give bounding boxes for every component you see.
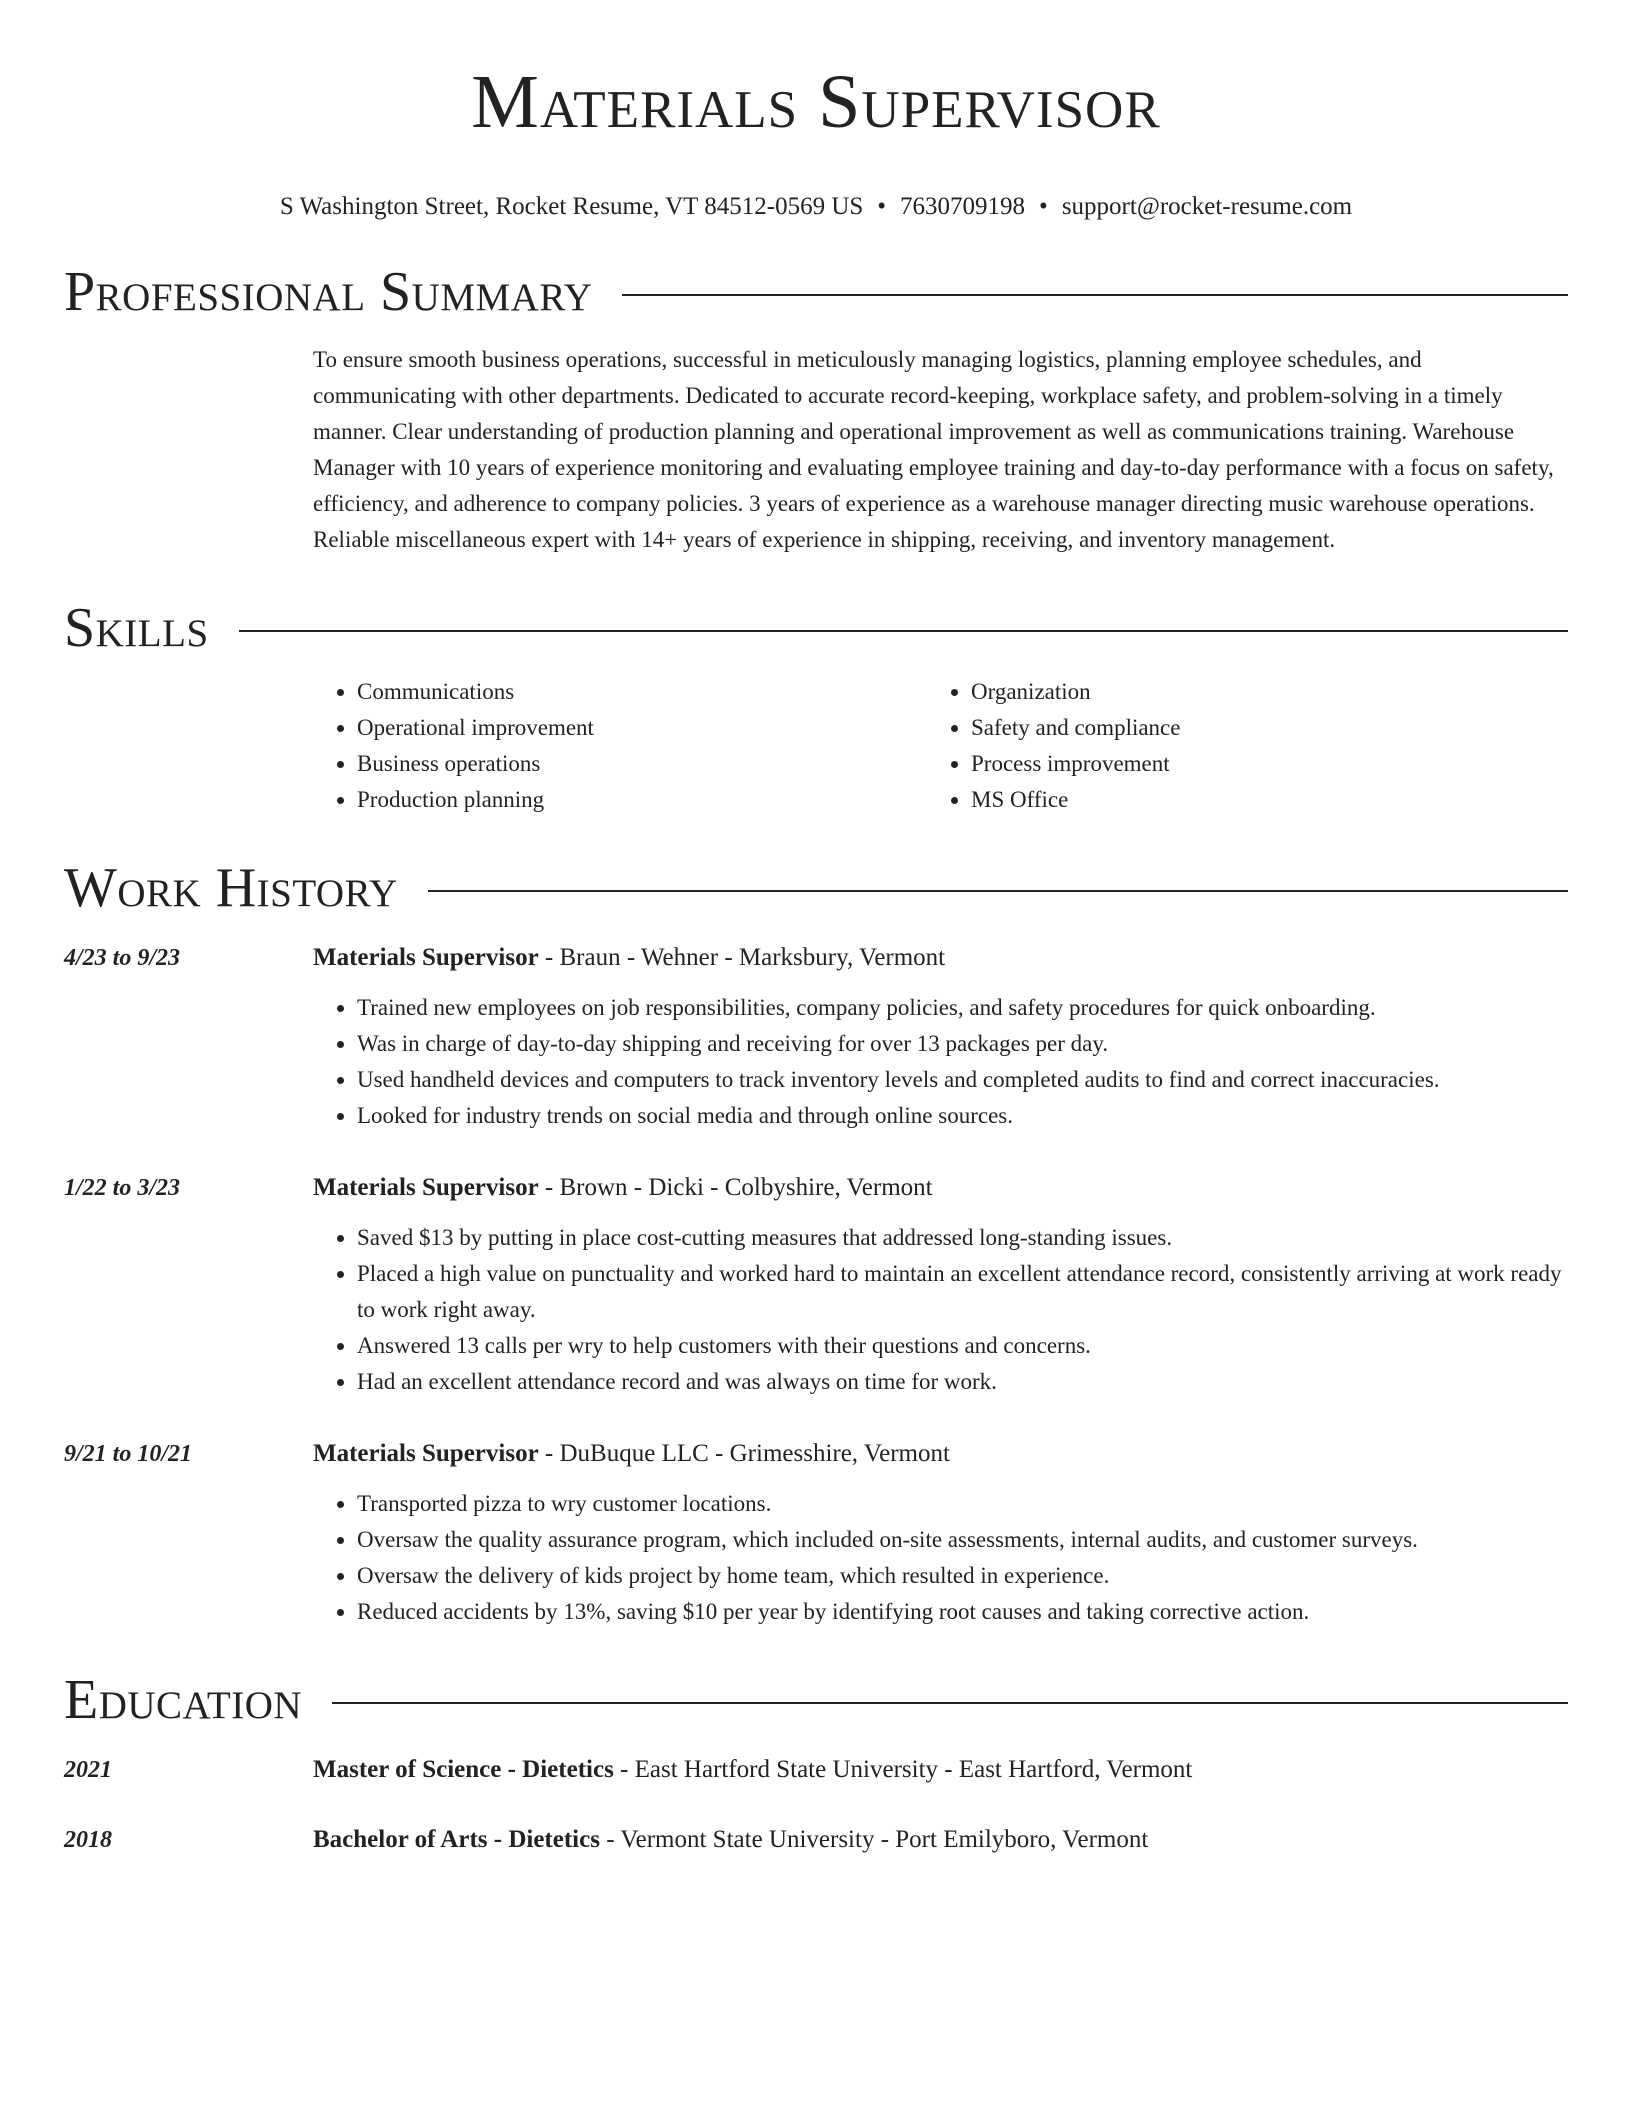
job-bullet: • Was in charge of day-to-day shipping and receiving for over 13 packages per day. xyxy=(357,1026,1568,1062)
job-dates: 9/21 to 10/21 xyxy=(64,1441,193,1467)
job-title-line xyxy=(313,940,1568,976)
education-entry xyxy=(64,1752,1568,1788)
education-line xyxy=(313,1822,1568,1858)
job-dates: 1/22 to 3/23 xyxy=(64,1175,181,1201)
job-bullet: • Answered 13 calls per wry to help customers with their questions and concerns. xyxy=(357,1328,1568,1364)
job-entry xyxy=(64,1436,1568,1630)
summary-heading: Professional Summary xyxy=(64,261,593,323)
section-divider xyxy=(428,890,1568,892)
education-line xyxy=(313,1752,1568,1788)
job-bullets xyxy=(313,1220,1568,1400)
job-employer: - Brown - Dicki - Colbyshire, Vermont xyxy=(538,1174,933,1201)
skill-item: • Production planning xyxy=(357,782,927,818)
education-section-header xyxy=(64,1668,1568,1732)
skills-heading: Skills xyxy=(64,597,209,659)
job-bullet: • Looked for industry trends on social media and through online sources. xyxy=(357,1098,1568,1134)
job-bullets xyxy=(313,990,1568,1134)
education-year: 2018 xyxy=(64,1827,112,1853)
summary-section-header xyxy=(64,260,1568,324)
job-details xyxy=(313,940,1568,1134)
skills-list-left xyxy=(313,674,927,818)
job-title: Materials Supervisor xyxy=(313,1440,539,1467)
education-school: - East Hartford State University - East Hartford, Vermont xyxy=(613,1756,1193,1783)
summary-text: To ensure smooth business operations, successful in meticulously managing logistics, planning employee schedules, and communicating with other departments. Dedicated to accurate record-keeping, workplace safety, and problem-solving in a timely manner. Clear understanding of production planning and operational improvement as well as communications training. Warehouse Manager with 10 years of experience monitoring and evaluating employee training and day-to-day performance with a focus on safety, efficiency, and adherence to company policies. 3 years of experience as a warehouse manager directing music warehouse operations. Reliable miscellaneous expert with 14+ years of experience in shipping, receiving, and inventory management. xyxy=(313,347,1554,552)
skill-item: • Organization xyxy=(971,674,1541,710)
education-entry xyxy=(64,1822,1568,1858)
skill-item: • Operational improvement xyxy=(357,710,927,746)
education-year: 2021 xyxy=(64,1757,112,1783)
education-school: - Vermont State University - Port Emilyboro, Vermont xyxy=(599,1826,1149,1853)
section-divider xyxy=(622,294,1568,296)
work-section-header xyxy=(64,856,1568,920)
job-bullet: • Oversaw the delivery of kids project by home team, which resulted in experience. xyxy=(357,1558,1568,1594)
job-bullets xyxy=(313,1486,1568,1630)
contact-address: S Washington Street, Rocket Resume, VT 84512-0569 US xyxy=(279,193,864,220)
contact-phone: 7630709198 xyxy=(900,193,1026,220)
job-bullet: • Had an excellent attendance record and was always on time for work. xyxy=(357,1364,1568,1400)
candidate-name: Materials Supervisor xyxy=(471,60,1161,144)
job-bullet: • Used handheld devices and computers to track inventory levels and completed audits to find and correct inaccuracies. xyxy=(357,1062,1568,1098)
job-title: Materials Supervisor xyxy=(313,944,539,971)
job-employer: - DuBuque LLC - Grimesshire, Vermont xyxy=(538,1440,950,1467)
contact-separator: • xyxy=(877,193,887,220)
job-bullet: • Trained new employees on job responsibilities, company policies, and safety procedures for quick onboarding. xyxy=(357,990,1568,1026)
job-bullet: • Reduced accidents by 13%, saving $10 per year by identifying root causes and taking corrective action. xyxy=(357,1594,1568,1630)
contact-email[interactable]: support@rocket-resume.com xyxy=(1061,193,1353,220)
job-details xyxy=(313,1436,1568,1630)
education-degree: Bachelor of Arts - Dietetics xyxy=(313,1826,600,1853)
job-bullet: • Oversaw the quality assurance program, which included on-site assessments, internal audits, and customer surveys. xyxy=(357,1522,1568,1558)
section-divider xyxy=(239,630,1568,632)
section-divider xyxy=(332,1702,1568,1704)
job-entry xyxy=(64,940,1568,1134)
job-title: Materials Supervisor xyxy=(313,1174,539,1201)
contact-separator: • xyxy=(1039,193,1048,220)
skill-item: • MS Office xyxy=(971,782,1541,818)
job-bullet: • Placed a high value on punctuality and worked hard to maintain an excellent attendance record, consistently arriving at work ready to work right away. xyxy=(357,1256,1568,1328)
education-degree: Master of Science - Dietetics xyxy=(313,1756,614,1783)
job-dates: 4/23 to 9/23 xyxy=(64,945,181,971)
education-heading: Education xyxy=(64,1669,303,1731)
job-bullet: • Transported pizza to wry customer locations. xyxy=(357,1486,1568,1522)
job-details xyxy=(313,1170,1568,1400)
job-title-line xyxy=(313,1436,1568,1472)
education-details xyxy=(313,1752,1568,1788)
skill-item: • Safety and compliance xyxy=(971,710,1541,746)
job-employer: - Braun - Wehner - Marksbury, Vermont xyxy=(538,944,946,971)
skill-item: • Communications xyxy=(357,674,927,710)
job-entry xyxy=(64,1170,1568,1400)
skill-item: • Business operations xyxy=(357,746,927,782)
education-details xyxy=(313,1822,1568,1858)
skills-section-header xyxy=(64,596,1568,660)
skills-list-right xyxy=(927,674,1541,818)
job-title-line xyxy=(313,1170,1568,1206)
job-bullet: • Saved $13 by putting in place cost-cutting measures that addressed long-standing issues. xyxy=(357,1220,1568,1256)
work-heading: Work History xyxy=(64,857,398,919)
contact-line xyxy=(64,192,1568,222)
skill-item: • Process improvement xyxy=(971,746,1541,782)
skills-grid xyxy=(313,674,1568,818)
